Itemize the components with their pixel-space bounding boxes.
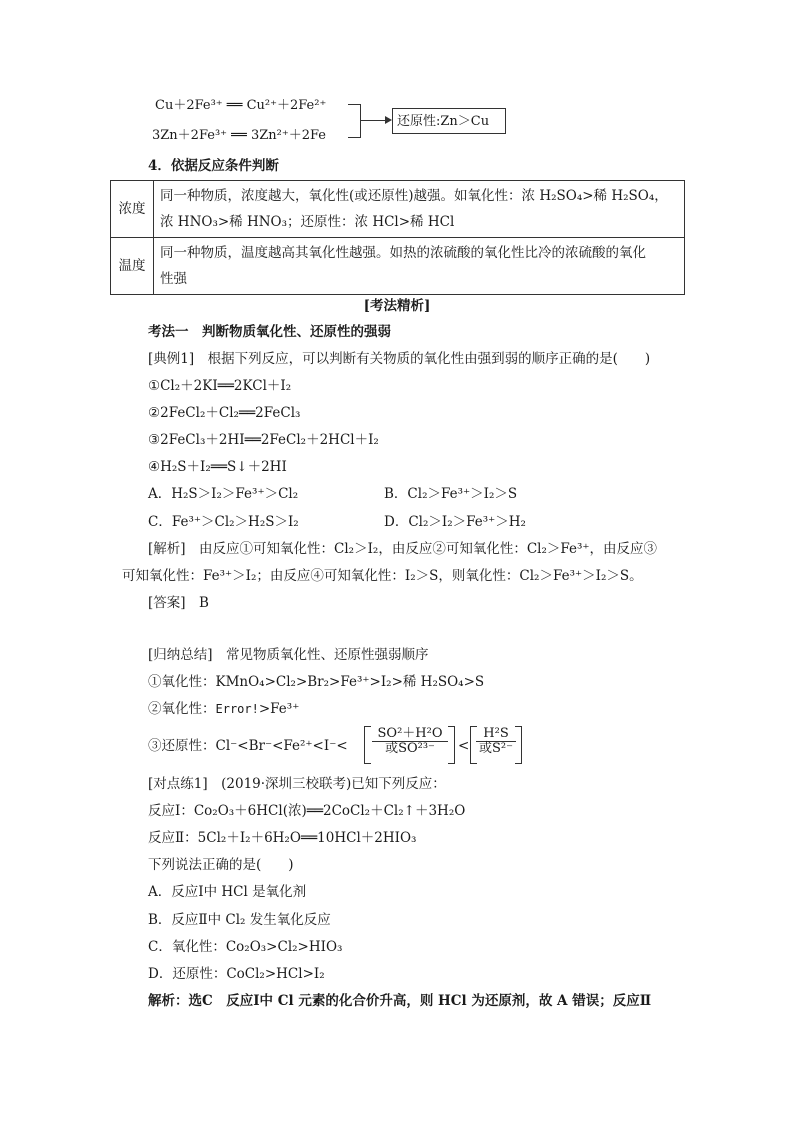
practice-analysis: 解析：选C 反应Ⅰ中 Cl 元素的化合价升高，则 HCl 为还原剂，故 A 错误；反应Ⅱ xyxy=(148,993,652,1009)
reducing-order-prefix: ③还原性：Cl⁻<Br⁻<Fe²⁺<I⁻< xyxy=(148,738,348,754)
row-content xyxy=(154,238,685,295)
brace-right-1 xyxy=(448,726,455,764)
row-line: 同一种物质，浓度越大，氧化性(或还原性)越强。如氧化性：浓 H₂SO₄>稀 H₂SO₄， xyxy=(160,188,668,204)
arrow-line xyxy=(360,120,388,121)
option-c: C．Fe³⁺＞Cl₂＞H₂S＞I₂ xyxy=(148,514,299,530)
option-d: D．Cl₂＞I₂＞Fe³⁺＞H₂ xyxy=(384,514,526,530)
practice-reaction-1: 反应Ⅰ：Co₂O₃＋6HCl(浓)══2CoCl₂＋Cl₂↑＋3H₂O xyxy=(148,803,466,819)
example-stem: [典例1] 根据下列反应，可以判断有关物质的氧化性由强到弱的顺序正确的是( ) xyxy=(148,351,651,367)
reaction-1: ①Cl₂＋2KI══2KCl＋I₂ xyxy=(148,378,292,394)
practice-question: 下列说法正确的是( ) xyxy=(148,857,294,873)
row-head: 浓度 xyxy=(111,181,154,238)
ox2-suffix: >Fe³⁺ xyxy=(258,701,300,717)
analysis-line-2: 可知氧化性：Fe³⁺＞I₂；由反应④可知氧化性：I₂＞S，则氧化性：Cl₂＞Fe³⁺＞I₂＞S。 xyxy=(122,568,643,584)
practice-option-d: D．还原性：CoCl₂>HCl>I₂ xyxy=(148,966,325,982)
reducing-brace-1 xyxy=(372,727,448,756)
row-line: 浓 HNO₃>稀 HNO₃；还原性：浓 HCl>稀 HCl xyxy=(160,214,455,230)
practice-option-b: B．反应Ⅱ中 Cl₂ 发生氧化反应 xyxy=(148,912,331,928)
method-title: 考法一 判断物质氧化性、还原性的强弱 xyxy=(148,324,391,340)
row-line: 同一种物质，温度越高其氧化性越强。如热的浓硫酸的氧化性比冷的浓硫酸的氧化 xyxy=(160,245,646,261)
reaction-3: ③2FeCl₃＋2HI══2FeCl₂＋2HCl＋I₂ xyxy=(148,432,379,448)
row-head: 温度 xyxy=(111,238,154,295)
reducing-brace-2 xyxy=(476,727,516,756)
brace-1-top: SO²＋H²O xyxy=(372,727,448,742)
ox2-prefix: ②氧化性： xyxy=(148,701,216,717)
equation-1: Cu＋2Fe³⁺ ══ Cu²⁺＋2Fe²⁺ xyxy=(155,98,327,113)
reducing-lt: < xyxy=(458,738,470,754)
equation-2: 3Zn＋2Fe³⁺ ══ 3Zn²⁺＋2Fe xyxy=(152,128,326,143)
practice-option-c: C．氧化性：Co₂O₃>Cl₂>HIO₃ xyxy=(148,939,343,955)
summary-title: [归纳总结] 常见物质氧化性、还原性强弱顺序 xyxy=(148,647,429,663)
oxidizing-order-1: ①氧化性：KMnO₄>Cl₂>Br₂>Fe³⁺>I₂>稀 H₂SO₄>S xyxy=(148,674,485,690)
brace-2-bottom: 或S²⁻ xyxy=(479,741,513,756)
option-b: B．Cl₂＞Fe³⁺＞I₂＞S xyxy=(384,486,518,502)
row-content xyxy=(154,181,685,238)
table-row xyxy=(111,181,685,238)
equation-bracket xyxy=(348,104,361,138)
practice-stem: [对点练1] (2019·深圳三校联考)已知下列反应： xyxy=(148,776,446,792)
ox2-error: Error! xyxy=(215,702,259,716)
reaction-4: ④H₂S＋I₂══S↓＋2HI xyxy=(148,459,287,475)
brace-left-1 xyxy=(364,726,371,764)
table-row xyxy=(111,238,685,295)
arrow-right-icon xyxy=(385,116,392,124)
row-line: 性强 xyxy=(160,271,187,287)
analysis-line-1: [解析] 由反应①可知氧化性：Cl₂＞I₂，由反应②可知氧化性：Cl₂＞Fe³⁺，由反应③ xyxy=(148,541,658,557)
brace-1-bottom: 或SO²³⁻ xyxy=(385,741,435,756)
brace-right-2 xyxy=(515,726,522,764)
brace-2-top: H²S xyxy=(476,727,516,742)
condition-table xyxy=(110,180,685,295)
oxidizing-order-2 xyxy=(148,700,299,718)
conclusion-box: 还原性:Zn＞Cu xyxy=(392,108,506,134)
practice-option-a: A．反应Ⅰ中 HCl 是氧化剂 xyxy=(148,884,307,900)
option-a: A．H₂S＞I₂＞Fe³⁺＞Cl₂ xyxy=(148,486,299,502)
answer: [答案] B xyxy=(148,595,209,611)
reaction-2: ②2FeCl₂＋Cl₂══2FeCl₃ xyxy=(148,405,301,421)
practice-reaction-2: 反应Ⅱ：5Cl₂＋I₂＋6H₂O══10HCl＋2HIO₃ xyxy=(148,830,417,846)
section-heading: [考法精析] xyxy=(363,298,431,314)
section-4-title: 4．依据反应条件判断 xyxy=(148,158,279,174)
